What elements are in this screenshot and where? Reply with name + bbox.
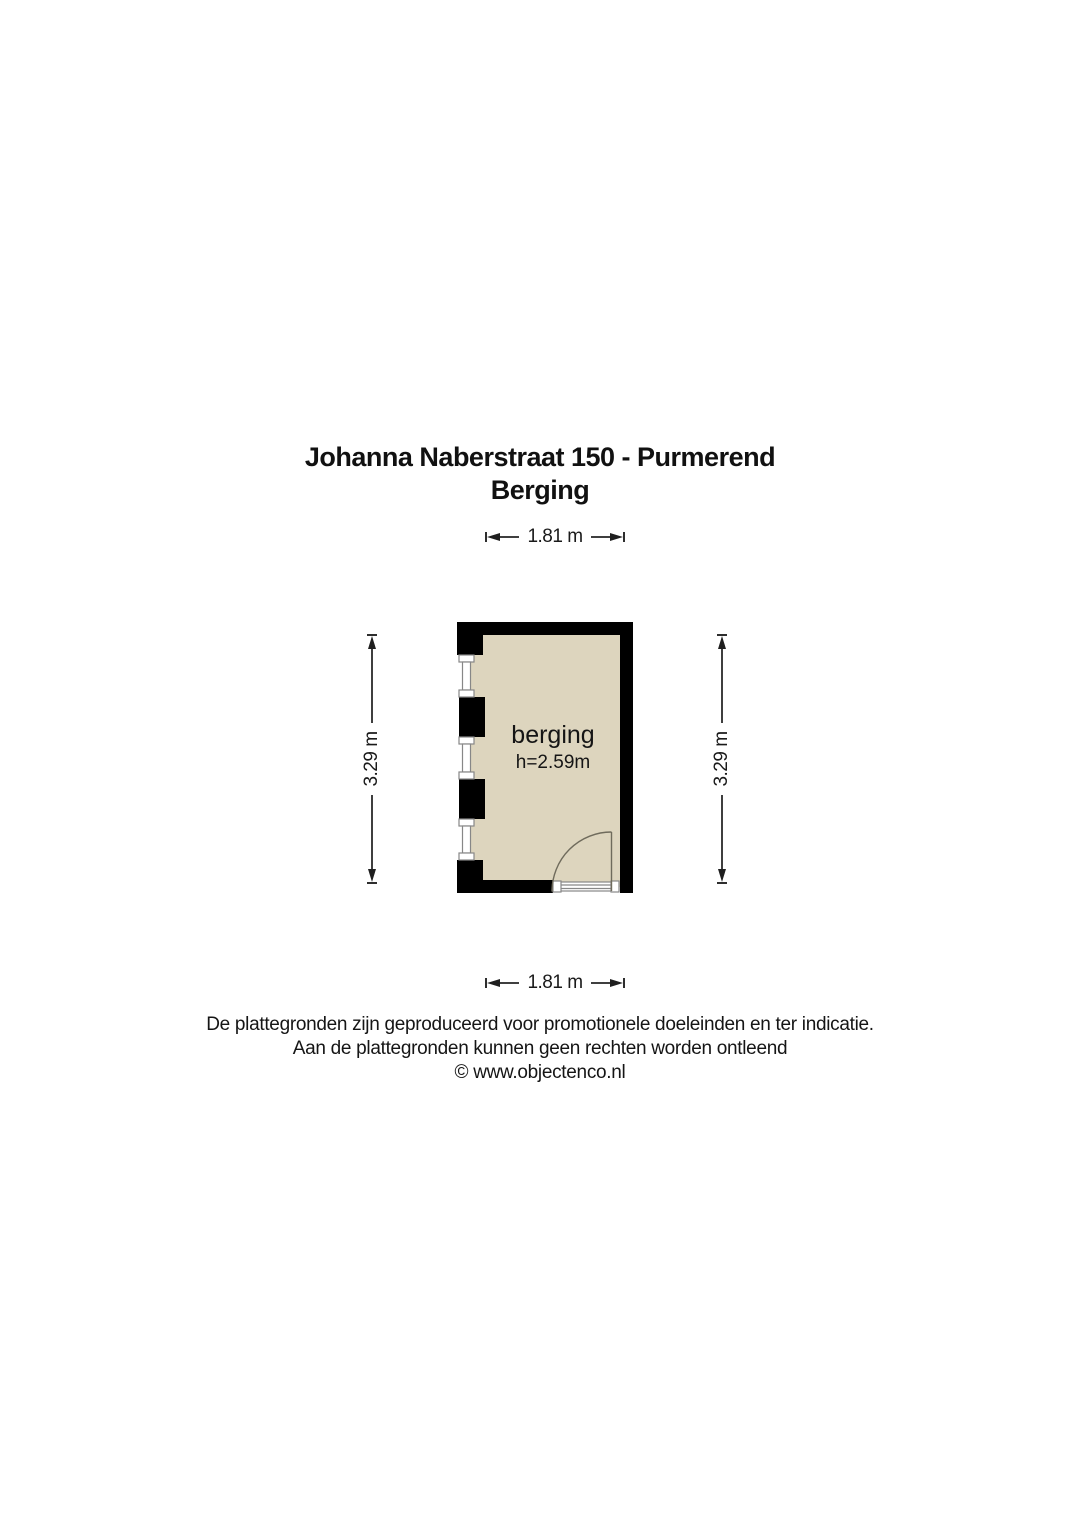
page-title <box>0 441 1080 507</box>
footer-copyright: © www.objectenco.nl <box>454 1062 626 1083</box>
arrow-left-icon <box>487 533 500 541</box>
dimension-label: 1.81 m <box>527 526 583 547</box>
dimension-bottom <box>485 973 625 993</box>
arrow-down-icon <box>718 869 726 882</box>
window-sill <box>459 655 474 662</box>
wall-pier-upper <box>459 697 485 737</box>
dimension-line <box>721 649 723 723</box>
wall-right <box>620 622 633 893</box>
dimension-line <box>371 649 373 723</box>
dimension-label: 1.81 m <box>527 972 583 993</box>
door-jamb-left <box>553 881 561 892</box>
door-jamb-right <box>611 881 619 892</box>
window-sill <box>459 853 474 860</box>
dimension-tick <box>717 882 727 884</box>
footer <box>0 1013 1080 1085</box>
dimension-tick <box>717 634 727 636</box>
dimension-right <box>712 634 732 884</box>
window-sill <box>459 819 474 826</box>
wall-pier-lower <box>459 779 485 819</box>
title-address: Johanna Naberstraat 150 - Purmerend <box>304 442 776 472</box>
arrow-right-icon <box>610 979 623 987</box>
dimension-label: 3.29 m <box>361 731 382 787</box>
window-icon <box>463 744 471 772</box>
dimension-label: 3.29 m <box>711 731 732 787</box>
arrow-right-icon <box>610 533 623 541</box>
dimension-line <box>591 982 610 984</box>
dimension-line <box>371 795 373 869</box>
dimension-tick <box>367 634 377 636</box>
arrow-left-icon <box>487 979 500 987</box>
dimension-left <box>362 634 382 884</box>
door-threshold <box>553 881 619 892</box>
title-room: Berging <box>490 475 590 505</box>
dimension-tick <box>623 978 625 988</box>
window-icon <box>463 662 471 690</box>
dimension-line <box>500 536 519 538</box>
dimension-line <box>591 536 610 538</box>
dimension-line <box>500 982 519 984</box>
footer-disclaimer-line2: Aan de plattegronden kunnen geen rechten worden ontleend <box>292 1038 788 1059</box>
arrow-down-icon <box>368 869 376 882</box>
wall-top <box>457 622 633 635</box>
wall-corner-top-left <box>457 622 483 655</box>
footer-disclaimer-line1: De plattegronden zijn geproduceerd voor promotionele doeleinden en ter indicatie. <box>206 1014 874 1035</box>
room-ceiling-height-label: h=2.59m <box>515 752 591 773</box>
wall-corner-bottom-left <box>457 860 483 893</box>
window-sill <box>459 737 474 744</box>
dimension-line <box>721 795 723 869</box>
arrow-up-icon <box>368 636 376 649</box>
arrow-up-icon <box>718 636 726 649</box>
room-name-label: berging <box>511 721 595 749</box>
threshold-strip <box>553 882 619 891</box>
dimension-tick <box>367 882 377 884</box>
window-icon <box>463 826 471 853</box>
floor-plan <box>450 615 650 905</box>
dimension-top <box>485 527 625 547</box>
window-sill <box>459 772 474 779</box>
window-sill <box>459 690 474 697</box>
dimension-tick <box>623 532 625 542</box>
